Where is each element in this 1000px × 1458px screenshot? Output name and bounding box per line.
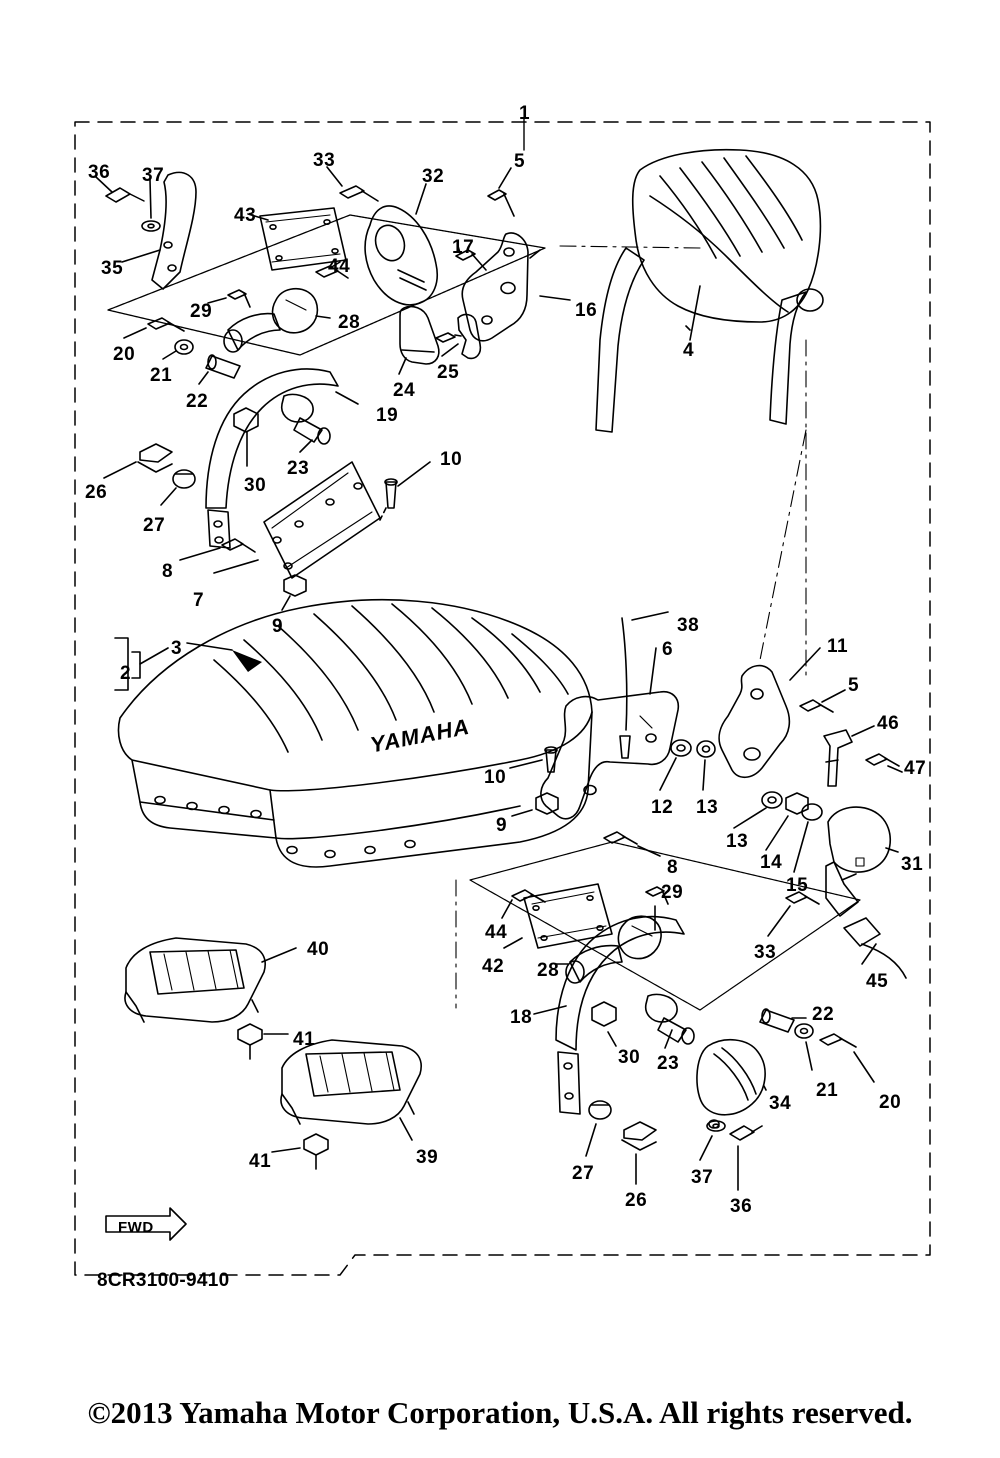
callout-number: 27 bbox=[143, 515, 166, 536]
callout-number: 44 bbox=[328, 256, 351, 277]
callout-number: 43 bbox=[234, 205, 257, 226]
callout-number: 7 bbox=[193, 590, 205, 611]
callout-number: 20 bbox=[113, 344, 136, 365]
copyright-notice: ©2013 Yamaha Motor Corporation, U.S.A. All rights reserved. bbox=[87, 1395, 913, 1430]
callout-number: 1 bbox=[519, 103, 531, 124]
seat-brand-text: YAMAHA bbox=[368, 713, 472, 758]
callout-number: 5 bbox=[514, 151, 526, 172]
callout-number: 47 bbox=[904, 758, 927, 779]
callout-number: 18 bbox=[510, 1007, 533, 1028]
callout-number: 25 bbox=[437, 362, 460, 383]
callout-number: 15 bbox=[786, 875, 809, 896]
callout-number: 23 bbox=[657, 1053, 680, 1074]
callout-number: 4 bbox=[683, 340, 695, 361]
callout-number: 26 bbox=[625, 1190, 648, 1211]
callout-number: 22 bbox=[186, 391, 209, 412]
callout-number: 23 bbox=[287, 458, 310, 479]
callout-number: 13 bbox=[726, 831, 749, 852]
callout-number: 29 bbox=[661, 882, 684, 903]
callout-number: 10 bbox=[484, 767, 507, 788]
callout-number: 2 bbox=[120, 663, 132, 684]
callout-number: 9 bbox=[272, 616, 284, 637]
callout-number: 31 bbox=[901, 854, 924, 875]
part-code-label: 8CR3100-9410 bbox=[97, 1270, 230, 1291]
callout-number: 41 bbox=[293, 1029, 316, 1050]
callout-number: 29 bbox=[190, 301, 213, 322]
callout-number: 30 bbox=[244, 475, 267, 496]
callout-number: 22 bbox=[812, 1004, 835, 1025]
callout-number: 34 bbox=[769, 1093, 792, 1114]
callout-number: 44 bbox=[485, 922, 508, 943]
callout-number: 39 bbox=[416, 1147, 439, 1168]
callout-number: 21 bbox=[816, 1080, 839, 1101]
callout-number: 14 bbox=[760, 852, 783, 873]
callout-number: 45 bbox=[866, 971, 889, 992]
callout-number: 28 bbox=[338, 312, 361, 333]
callout-number: 40 bbox=[307, 939, 330, 960]
callout-number: 17 bbox=[452, 237, 475, 258]
callout-number: 36 bbox=[730, 1196, 753, 1217]
callout-number: 19 bbox=[376, 405, 399, 426]
callout-number: 9 bbox=[496, 815, 508, 836]
callout-number: 11 bbox=[827, 636, 849, 657]
callout-number: 37 bbox=[142, 165, 165, 186]
callout-number: 38 bbox=[677, 615, 700, 636]
callout-number: 35 bbox=[101, 258, 124, 279]
callout-number: 46 bbox=[877, 713, 900, 734]
callout-number: 8 bbox=[162, 561, 174, 582]
callout-number: 37 bbox=[691, 1167, 714, 1188]
callout-number: 3 bbox=[171, 638, 183, 659]
callout-number: 27 bbox=[572, 1163, 595, 1184]
group-boundary bbox=[75, 122, 930, 1275]
callout-number: 5 bbox=[848, 675, 860, 696]
callout-number: 33 bbox=[313, 150, 336, 171]
callout-number: 28 bbox=[537, 960, 560, 981]
callout-number: 12 bbox=[651, 797, 674, 818]
callout-number: 6 bbox=[662, 639, 674, 660]
callout-number: 16 bbox=[575, 300, 598, 321]
fwd-direction-label: FWD bbox=[118, 1219, 154, 1236]
callout-number: 41 bbox=[249, 1151, 272, 1172]
callout-number: 32 bbox=[422, 166, 445, 187]
callout-number: 30 bbox=[618, 1047, 641, 1068]
callout-number: 33 bbox=[754, 942, 777, 963]
callout-number: 42 bbox=[482, 956, 505, 977]
callout-number: 36 bbox=[88, 162, 111, 183]
callout-number: 8 bbox=[667, 857, 679, 878]
callout-number: 10 bbox=[440, 449, 463, 470]
callout-number: 21 bbox=[150, 365, 173, 386]
callout-number: 24 bbox=[393, 380, 416, 401]
callout-number: 26 bbox=[85, 482, 108, 503]
callout-number: 13 bbox=[696, 797, 719, 818]
callout-number: 20 bbox=[879, 1092, 902, 1113]
